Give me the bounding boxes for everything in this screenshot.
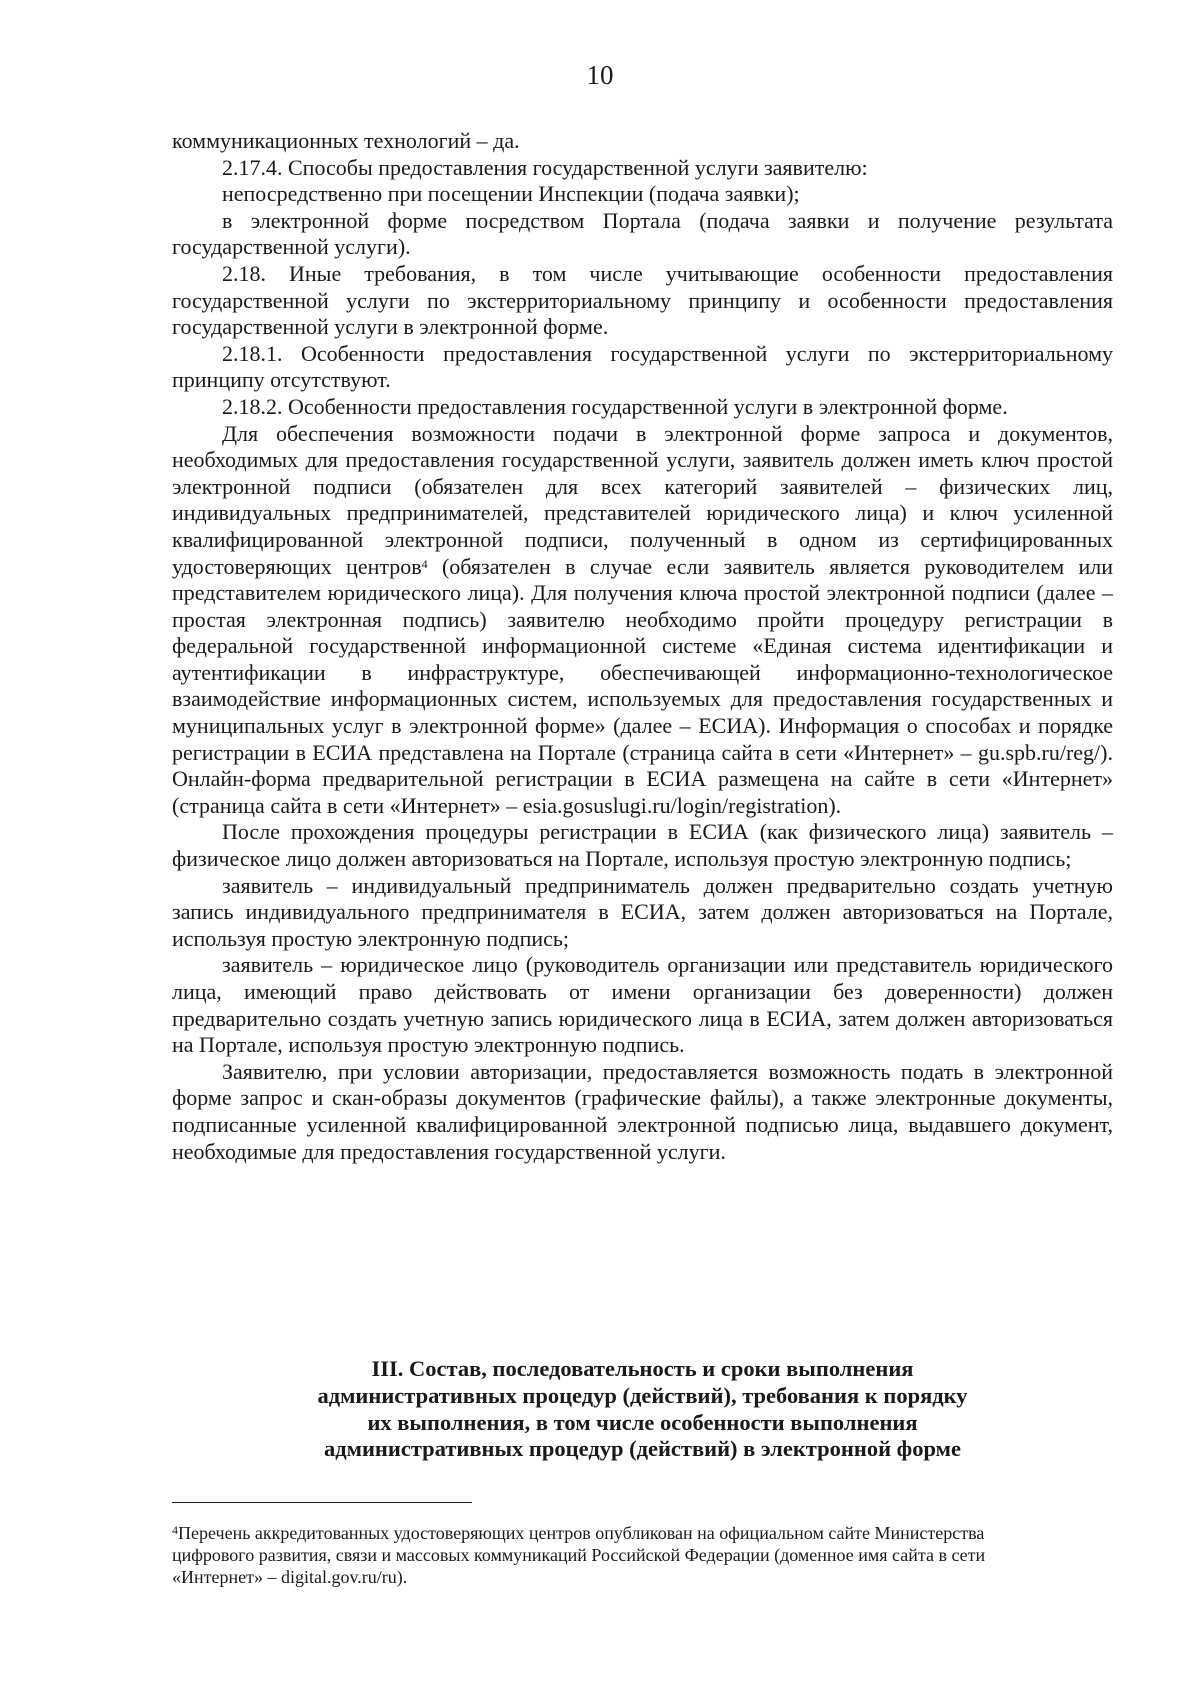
- paragraph: 2.17.4. Способы предоставления государственной услуги заявителю:: [222, 154, 868, 180]
- footnote-reference: 4: [421, 556, 428, 571]
- paragraph: в электронной форме посредством Портала (подача заявки и получение результата государственной услуги).: [172, 207, 1113, 260]
- section-heading-line: их выполнения, в том числе особенности выполнения: [367, 1409, 918, 1435]
- footnote-text: Перечень аккредитованных удостоверяющих центров опубликован на официальном сайте Министерства: [178, 1523, 985, 1543]
- paragraph: После прохождения процедуры регистрации в ЕСИА (как физического лица) заявитель – физическое лицо должен авторизоваться на Портале, используя простую электронную подпись;: [172, 819, 1113, 872]
- paragraph-text: Для обеспечения возможности подачи в электронной форме запроса и документов, необходимых для предоставления государственной услуги, заявитель должен иметь ключ простой электронной подписи (обязателен для всех категорий заявителей – физических лиц, индивидуальных предпринимателей, представителей юридического лица) и ключ усиленной квалифицированной электронной подписи, полученный в одном из сертифицированных удостоверяющих центров: [172, 420, 1113, 579]
- paragraph: непосредственно при посещении Инспекции (подача заявки);: [222, 181, 800, 207]
- footnote-line: «Интернет» – digital.gov.ru/ru).: [172, 1567, 408, 1587]
- section-heading-line: административных процедур (действий), требования к порядку: [317, 1382, 968, 1408]
- paragraph: Заявителю, при условии авторизации, предоставляется возможность подать в электронной форме запрос и скан-образы документов (графические файлы), а также электронные документы, подписанные усиленной квалифицированной электронной подписью лица, выдавшего документ, необходимые для предоставления государственной услуги.: [172, 1058, 1113, 1164]
- footnote-line: цифрового развития, связи и массовых коммуникаций Российской Федерации (доменное имя сайта в сети: [172, 1545, 986, 1565]
- paragraph: заявитель – юридическое лицо (руководитель организации или представитель юридического лица, имеющий право действовать от имени организации без доверенности) должен предварительно создать учетную запись юридического лица в ЕСИА, затем должен авторизоваться на Портале, используя простую электронную подпись.: [172, 952, 1113, 1058]
- paragraph: заявитель – индивидуальный предприниматель должен предварительно создать учетную запись индивидуального предпринимателя в ЕСИА, затем должен авторизоваться на Портале, используя простую электронную подпись;: [172, 872, 1113, 951]
- section-heading-line: административных процедур (действий) в электронной форме: [324, 1436, 961, 1462]
- paragraph: 2.18.2. Особенности предоставления государственной услуги в электронной форме.: [222, 393, 1008, 419]
- footnote-line: [172, 1522, 1113, 1544]
- section-heading-line: III. Состав, последовательность и сроки выполнения: [371, 1356, 914, 1381]
- paragraph: 2.18.1. Особенности предоставления государственной услуги по экстерриториальному принципу отсутствуют.: [172, 340, 1113, 393]
- paragraph: коммуникационных технологий – да.: [172, 128, 520, 153]
- paragraph-esia-requirements: [172, 421, 1113, 820]
- page-number: 10: [586, 60, 614, 90]
- footnote-mark: 4: [172, 1523, 178, 1537]
- footnote-divider: [172, 1502, 472, 1503]
- paragraph: 2.18. Иные требования, в том числе учитывающие особенности предоставления государственной услуги по экстерриториальному принципу и особенности предоставления государственной услуги в электронной форме.: [172, 260, 1113, 340]
- body-text: [172, 128, 1113, 1165]
- section-heading: [172, 1356, 1113, 1463]
- paragraph-text: (обязателен в случае если заявитель является руководителем или представителем юридического лица). Для получения ключа простой электронной подписи (далее – простая электронная подпись) заявителю необходимо пройти процедуру регистрации в федеральной государственной информационной системе «Единая система идентификации и аутентификации в инфраструктуре, обеспечивающей информационно-технологическое взаимодействие информационных систем, используемых для предоставления государственных и муниципальных услуг в электронной форме» (далее – ЕСИА). Информация о способах и порядке регистрации в ЕСИА представлена на Портале (страница сайта в сети «Интернет» – gu.spb.ru/reg/). Онлайн-форма предварительной регистрации в ЕСИА размещена на сайте в сети «Интернет» (страница сайта в сети «Интернет» – esia.gosuslugi.ru/login/registration).: [172, 553, 1113, 818]
- footnote: [172, 1522, 1113, 1588]
